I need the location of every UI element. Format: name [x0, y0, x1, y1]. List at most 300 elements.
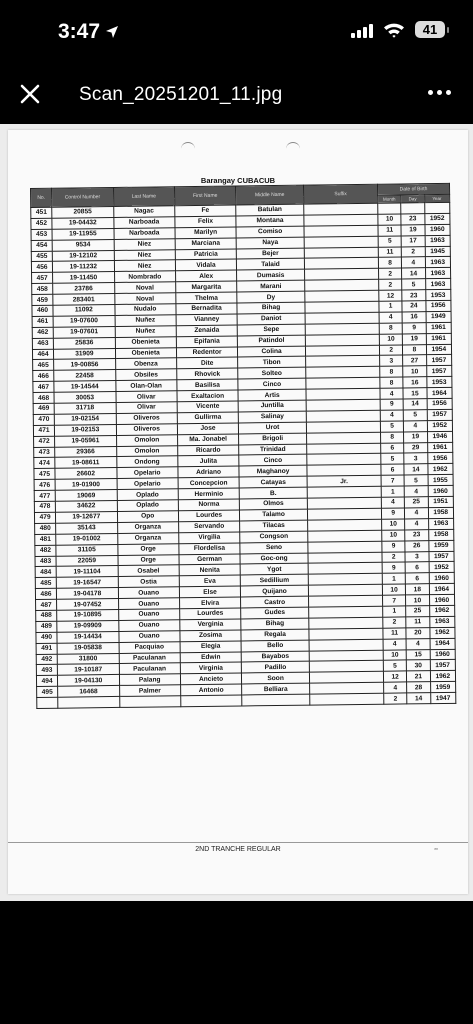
- table-cell: 2: [383, 617, 406, 628]
- table-cell: Nuñez: [115, 315, 176, 327]
- table-cell: 1962: [430, 671, 456, 682]
- table-cell: Vicente: [177, 401, 238, 413]
- table-cell: [308, 595, 382, 607]
- table-cell: Rhovick: [177, 368, 238, 380]
- table-cell: 1962: [429, 605, 455, 616]
- table-cell: [37, 697, 58, 708]
- table-cell: 17: [401, 235, 424, 246]
- table-cell: [310, 693, 384, 705]
- table-cell: Ouano: [118, 587, 179, 599]
- table-cell: 9534: [52, 239, 113, 251]
- column-header: Last Name: [113, 187, 175, 207]
- table-cell: Adriano: [178, 466, 239, 478]
- table-cell: 1957: [430, 660, 456, 671]
- table-cell: 19-01002: [56, 533, 117, 545]
- table-cell: 477: [34, 490, 55, 501]
- table-cell: 4: [380, 388, 403, 399]
- punch-hole: [286, 142, 300, 150]
- table-cell: Virgilia: [179, 532, 240, 544]
- column-header: Date of Birth: [377, 183, 449, 195]
- table-cell: 10: [379, 334, 402, 345]
- table-cell: 34622: [55, 501, 116, 513]
- table-cell: 462: [32, 327, 53, 338]
- table-cell: 1961: [427, 442, 453, 453]
- table-cell: Lourdes: [178, 510, 239, 522]
- footer-rule: [8, 842, 468, 843]
- table-cell: 23: [401, 214, 424, 225]
- table-cell: Verginia: [180, 619, 241, 631]
- close-icon[interactable]: [18, 82, 42, 106]
- table-cell: 19-11104: [56, 566, 117, 578]
- table-cell: Sedillium: [240, 574, 308, 586]
- table-cell: 1957: [426, 355, 452, 366]
- table-cell: [304, 214, 378, 226]
- table-cell: 19-11232: [53, 261, 114, 273]
- table-cell: Bernadita: [176, 303, 237, 315]
- table-cell: Flordelisa: [179, 543, 240, 555]
- column-subheader: Day: [401, 195, 424, 203]
- table-cell: 1951: [428, 496, 454, 507]
- table-cell: Ygot: [240, 564, 308, 576]
- table-cell: Tibon: [238, 357, 306, 369]
- table-cell: Redentor: [176, 347, 237, 359]
- table-cell: Eva: [179, 575, 240, 587]
- table-cell: 9: [382, 541, 405, 552]
- table-cell: 19-00856: [54, 359, 115, 371]
- table-cell: 1956: [427, 398, 453, 409]
- table-cell: Maghanoy: [239, 466, 307, 478]
- table-cell: 25836: [53, 337, 114, 349]
- table-cell: 2: [379, 345, 402, 356]
- table-cell: 459: [32, 294, 53, 305]
- table-cell: [306, 377, 380, 389]
- table-cell: 8: [381, 432, 404, 443]
- table-cell: [58, 697, 119, 709]
- table-cell: Osabel: [118, 565, 179, 577]
- table-cell: Batulan: [236, 204, 304, 216]
- table-cell: 474: [34, 458, 55, 469]
- table-cell: [309, 617, 383, 629]
- table-cell: 1964: [427, 388, 453, 399]
- document-footer: 2ND TRANCHE REGULAR: [195, 846, 281, 853]
- table-cell: 19: [404, 431, 427, 442]
- column-header: First Name: [174, 186, 236, 206]
- table-cell: 4: [384, 682, 407, 693]
- table-cell: 1952: [429, 562, 455, 573]
- table-cell: 3: [404, 453, 427, 464]
- table-cell: Marciana: [175, 238, 236, 250]
- table-cell: 478: [34, 501, 55, 512]
- clock-time: 3:47: [58, 20, 101, 43]
- table-cell: 19-08611: [55, 457, 116, 469]
- table-cell: 489: [36, 621, 57, 632]
- table-cell: 464: [32, 349, 53, 360]
- table-cell: 31718: [54, 403, 115, 415]
- table-cell: Vidala: [175, 259, 236, 271]
- table-cell: Epifania: [176, 336, 237, 348]
- table-cell: [306, 388, 380, 400]
- table-cell: Nudalo: [114, 304, 175, 316]
- table-cell: Antonio: [180, 684, 241, 696]
- battery-level: 41: [415, 21, 445, 38]
- scanned-page: [8, 130, 468, 894]
- table-cell: 1960: [425, 224, 451, 235]
- table-cell: Talaid: [237, 259, 305, 271]
- table-cell: Norma: [178, 499, 239, 511]
- table-cell: Bihag: [241, 618, 309, 630]
- table-cell: 491: [36, 643, 57, 654]
- table-cell: 19-10895: [57, 609, 118, 621]
- table-cell: 1955: [428, 475, 454, 486]
- table-cell: 1953: [426, 377, 452, 388]
- column-header: Middle Name: [236, 185, 304, 205]
- table-cell: Noval: [114, 282, 175, 294]
- table-cell: Ricardo: [178, 445, 239, 457]
- table-cell: 1964: [430, 638, 456, 649]
- table-cell: 495: [37, 686, 58, 697]
- table-cell: 1964: [429, 584, 455, 595]
- table-cell: Ostia: [118, 576, 179, 588]
- table-cell: Patindol: [238, 335, 306, 347]
- table-cell: 8: [403, 344, 426, 355]
- table-cell: Castro: [241, 596, 309, 608]
- table-cell: 488: [36, 610, 57, 621]
- table-cell: 11: [406, 616, 429, 627]
- battery-icon: [415, 21, 449, 38]
- table-cell: 470: [33, 414, 54, 425]
- table-cell: Lourdes: [180, 608, 241, 620]
- table-cell: Brigoli: [239, 433, 307, 445]
- table-cell: Herminio: [178, 488, 239, 500]
- table-cell: Bejer: [236, 248, 304, 260]
- table-cell: 2: [384, 693, 407, 704]
- viewer-title-bar: [0, 62, 473, 124]
- location-arrow-icon: [105, 25, 119, 39]
- beneficiary-table: [30, 183, 456, 709]
- table-cell: Juntilla: [238, 400, 306, 412]
- table-cell: 1959: [430, 682, 456, 693]
- table-cell: 14: [402, 268, 425, 279]
- table-cell: 19-04130: [58, 675, 119, 687]
- table-cell: Julita: [178, 455, 239, 467]
- footer-mark: **: [434, 848, 438, 854]
- table-cell: Exaltacion: [177, 390, 238, 402]
- table-cell: 19-05838: [57, 642, 118, 654]
- table-cell: Orge: [117, 543, 178, 555]
- table-cell: 1963: [425, 235, 451, 246]
- table-cell: Olivar: [116, 391, 177, 403]
- table-cell: Ouano: [118, 598, 179, 610]
- table-cell: Paculanan: [119, 652, 180, 664]
- table-cell: 4: [402, 257, 425, 268]
- table-cell: Cinco: [238, 378, 306, 390]
- table-cell: 27: [403, 355, 426, 366]
- table-cell: Gullirma: [177, 412, 238, 424]
- table-cell: 9: [382, 562, 405, 573]
- table-cell: Bayabos: [241, 651, 309, 663]
- table-cell: 1949: [426, 311, 452, 322]
- table-cell: Oplado: [117, 500, 178, 512]
- table-cell: 2: [402, 246, 425, 257]
- status-bar: [0, 0, 473, 62]
- table-cell: Olmos: [240, 498, 308, 510]
- table-cell: 5: [378, 236, 401, 247]
- table-cell: Ouano: [118, 609, 179, 621]
- table-cell: 11: [378, 247, 401, 258]
- table-cell: Niez: [114, 238, 175, 250]
- table-cell: Patricia: [175, 249, 236, 261]
- table-cell: 1958: [428, 507, 454, 518]
- table-cell: Oliveros: [116, 424, 177, 436]
- table-cell: Pacquiao: [119, 641, 180, 653]
- table-cell: Montana: [236, 215, 304, 227]
- table-cell: 26602: [55, 468, 116, 480]
- table-cell: 4: [405, 508, 428, 519]
- table-cell: Marilyn: [175, 227, 236, 239]
- table-cell: Oplado: [117, 489, 178, 501]
- table-cell: 467: [33, 381, 54, 392]
- table-cell: 1957: [426, 366, 452, 377]
- table-cell: Sepe: [237, 324, 305, 336]
- table-cell: 461: [32, 316, 53, 327]
- table-cell: Solteo: [238, 368, 306, 380]
- table-cell: 19069: [55, 490, 116, 502]
- table-cell: Bello: [241, 640, 309, 652]
- table-cell: 19-11955: [52, 228, 113, 240]
- table-cell: 5: [380, 421, 403, 432]
- table-cell: 451: [31, 207, 52, 218]
- table-cell: 19-02154: [54, 413, 115, 425]
- table-cell: 4: [383, 639, 406, 650]
- table-cell: 1963: [429, 616, 455, 627]
- table-cell: 2: [382, 551, 405, 562]
- table-cell: 4: [404, 420, 427, 431]
- table-cell: 18: [406, 584, 429, 595]
- table-cell: Obenieta: [115, 347, 176, 359]
- table-cell: 487: [36, 599, 57, 610]
- table-cell: 30053: [54, 392, 115, 404]
- table-cell: 1956: [425, 300, 451, 311]
- table-cell: Else: [179, 586, 240, 598]
- table-cell: 1960: [430, 649, 456, 660]
- table-cell: 471: [33, 425, 54, 436]
- table-cell: 5: [383, 660, 406, 671]
- column-subheader: Year: [424, 194, 450, 202]
- table-cell: 466: [33, 371, 54, 382]
- table-cell: [306, 410, 380, 422]
- table-cell: 4: [406, 638, 429, 649]
- table-cell: 473: [34, 447, 55, 458]
- table-cell: 9: [402, 322, 425, 333]
- table-cell: Salinay: [238, 411, 306, 423]
- table-cell: 1962: [429, 627, 455, 638]
- table-cell: 1960: [429, 594, 455, 605]
- table-cell: 457: [32, 273, 53, 284]
- image-viewer[interactable]: [0, 124, 473, 901]
- table-cell: 29: [404, 442, 427, 453]
- table-cell: Padillo: [242, 662, 310, 674]
- table-cell: 494: [36, 675, 57, 686]
- table-cell: Niez: [114, 249, 175, 261]
- table-cell: Vianney: [176, 314, 237, 326]
- table-cell: Concepcion: [178, 477, 239, 489]
- table-cell: 479: [34, 512, 55, 523]
- table-cell: 1957: [428, 551, 454, 562]
- table-cell: Belliara: [242, 683, 310, 695]
- table-cell: 6: [381, 443, 404, 454]
- table-cell: 12: [383, 671, 406, 682]
- table-cell: Basilisa: [177, 379, 238, 391]
- table-cell: Palang: [119, 674, 180, 686]
- table-cell: 24: [402, 301, 425, 312]
- table-cell: 28: [407, 682, 430, 693]
- table-cell: Felix: [175, 216, 236, 228]
- table-cell: Narboada: [113, 217, 174, 229]
- table-cell: 31800: [57, 653, 118, 665]
- table-cell: 19-10187: [57, 664, 118, 676]
- table-cell: 5: [381, 453, 404, 464]
- table-cell: Urot: [239, 422, 307, 434]
- table-cell: Opelario: [117, 478, 178, 490]
- table-cell: 19-14434: [57, 631, 118, 643]
- table-cell: 10: [378, 214, 401, 225]
- table-cell: 10: [383, 649, 406, 660]
- table-cell: 5: [402, 279, 425, 290]
- table-cell: Ouano: [118, 620, 179, 632]
- table-cell: Paculanan: [119, 663, 180, 675]
- table-cell: Fe: [175, 205, 236, 217]
- table-cell: 1945: [425, 246, 451, 257]
- table-cell: 1961: [426, 333, 452, 344]
- table-cell: 454: [31, 240, 52, 251]
- table-cell: 1957: [427, 409, 453, 420]
- table-cell: Obenieta: [115, 336, 176, 348]
- table-cell: 1963: [425, 279, 451, 290]
- table-cell: 8: [380, 366, 403, 377]
- table-cell: [309, 628, 383, 640]
- table-cell: 19-11450: [53, 272, 114, 284]
- table-cell: 16: [402, 312, 425, 323]
- table-cell: [424, 202, 450, 213]
- table-cell: Bihag: [237, 302, 305, 314]
- table-cell: 6: [405, 573, 428, 584]
- table-cell: 35143: [56, 522, 117, 534]
- table-cell: 14: [407, 693, 430, 704]
- table-cell: 19-14544: [54, 381, 115, 393]
- table-cell: [119, 696, 180, 708]
- table-cell: Jose: [177, 423, 238, 435]
- table-cell: Omolon: [116, 445, 177, 457]
- table-cell: 1952: [427, 420, 453, 431]
- table-cell: Dumasis: [237, 269, 305, 281]
- punch-hole: [181, 142, 195, 150]
- table-cell: 26: [405, 540, 428, 551]
- column-subheader: Month: [378, 195, 401, 203]
- table-cell: Talamo: [240, 509, 308, 521]
- table-cell: Catayas: [239, 476, 307, 488]
- table-cell: Zosima: [180, 630, 241, 642]
- table-cell: 29366: [55, 446, 116, 458]
- table-cell: 16468: [58, 686, 119, 698]
- table-cell: Nagac: [113, 206, 174, 218]
- table-cell: 2: [379, 268, 402, 279]
- table-cell: 475: [34, 469, 55, 480]
- table-cell: 1962: [427, 464, 453, 475]
- table-cell: [304, 203, 378, 215]
- table-cell: 19-07452: [57, 599, 118, 611]
- table-cell: Obsiles: [115, 369, 176, 381]
- table-cell: 463: [32, 338, 53, 349]
- table-cell: 8: [379, 323, 402, 334]
- table-cell: 19-02153: [55, 424, 116, 436]
- table-cell: 6: [381, 464, 404, 475]
- table-cell: 453: [31, 229, 52, 240]
- table-cell: 6: [405, 562, 428, 573]
- file-name: Scan_20251201_11.jpg: [79, 84, 283, 105]
- table-cell: 456: [31, 262, 52, 273]
- table-cell: 1963: [425, 268, 451, 279]
- table-cell: Zenaida: [176, 325, 237, 337]
- table-cell: 484: [35, 567, 56, 578]
- more-options-icon[interactable]: [428, 90, 451, 95]
- table-cell: [401, 203, 424, 214]
- table-cell: Oliveros: [116, 413, 177, 425]
- table-cell: Organza: [117, 532, 178, 544]
- table-cell: Marani: [237, 280, 305, 292]
- table-cell: 1963: [425, 257, 451, 268]
- table-cell: 1947: [430, 692, 456, 703]
- table-cell: 455: [31, 251, 52, 262]
- table-cell: 31105: [56, 544, 117, 556]
- table-cell: 4: [405, 518, 428, 529]
- table-cell: Olivar: [116, 402, 177, 414]
- table-cell: Dite: [176, 357, 237, 369]
- table-cell: 472: [34, 436, 55, 447]
- table-cell: 8: [378, 257, 401, 268]
- table-cell: 1: [381, 486, 404, 497]
- table-cell: 20: [406, 627, 429, 638]
- table-cell: 11: [383, 628, 406, 639]
- table-cell: Thelma: [176, 292, 237, 304]
- table-cell: 11092: [53, 304, 114, 316]
- table-cell: 1960: [428, 486, 454, 497]
- table-cell: Nombrado: [114, 271, 175, 283]
- table-cell: Quijano: [241, 585, 309, 597]
- table-cell: 9: [381, 508, 404, 519]
- table-cell: 15: [406, 649, 429, 660]
- table-cell: Niez: [114, 260, 175, 272]
- table-cell: 22059: [56, 555, 117, 567]
- table-cell: 1956: [427, 453, 453, 464]
- table-cell: 468: [33, 392, 54, 403]
- table-cell: 480: [35, 523, 56, 534]
- table-cell: 3: [405, 551, 428, 562]
- table-cell: [306, 421, 380, 433]
- table-cell: 4: [379, 312, 402, 323]
- table-cell: 460: [32, 305, 53, 316]
- clock: [58, 20, 119, 44]
- table-cell: Comiso: [236, 226, 304, 238]
- table-cell: 19-01900: [55, 479, 116, 491]
- table-cell: 1946: [427, 431, 453, 442]
- table-cell: B.: [239, 487, 307, 499]
- table-cell: Alex: [175, 270, 236, 282]
- table-cell: 1: [383, 606, 406, 617]
- table-cell: 10: [382, 530, 405, 541]
- table-cell: Narboada: [114, 228, 175, 240]
- table-cell: 10: [382, 519, 405, 530]
- table-cell: 5: [404, 410, 427, 421]
